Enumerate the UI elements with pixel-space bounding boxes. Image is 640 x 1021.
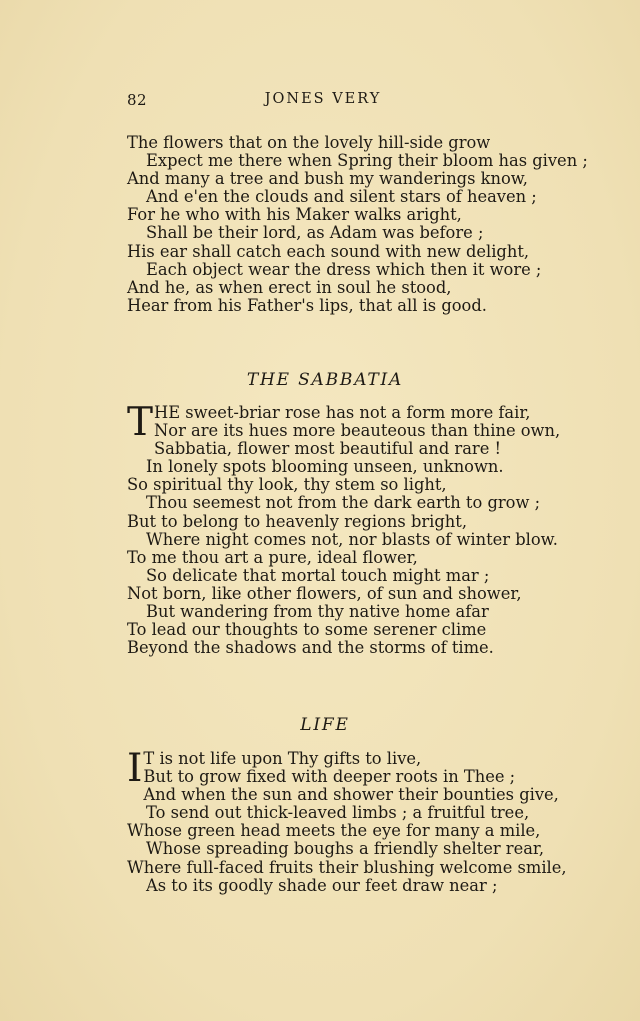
poem-sabbatia [127,400,627,658]
poem-line: But to belong to heavenly regions bright, [127,511,467,531]
poem-line: Shall be their lord, as Adam was before ; [146,223,484,243]
poem-line-text: Nor are its hues more beauteous than thine own, [154,421,561,441]
poem-line-text: T is not life upon Thy gifts to live, [143,749,422,768]
poem-title-sabbatia: THE SABBATIA [246,370,404,390]
poem-line: In lonely spots blooming unseen, unknown. [146,457,504,477]
poem-line: Beyond the shadows and the storms of time. [127,638,494,658]
page-number: 82 [127,91,148,109]
poem-body [127,786,627,895]
poem-line: Expect me there when Spring their bloom has given ; [146,151,588,171]
poem-line-text: HE sweet-briar rose has not a form more fair, [154,403,531,422]
poem-line-text: But to grow fixed with deeper roots in Thee ; [143,767,516,787]
poem-line: Whose green head meets the eye for many a mile, [127,821,541,841]
poem-line: As to its goodly shade our feet draw near ; [146,875,498,895]
poem-line: Thou seemest not from the dark earth to grow ; [146,493,541,513]
running-head: JONES VERY [264,91,382,107]
poem-opening [127,400,627,445]
poem-line: But wandering from thy native home afar [146,602,489,622]
poem-line: To send out thick-leaved limbs ; a fruitful tree, [146,803,530,823]
poem-line: The flowers that on the lovely hill-side grow [127,133,491,152]
poem-line: And e'en the clouds and silent stars of heaven ; [146,187,537,207]
poem-body [127,440,627,657]
poem-line [127,768,627,786]
poem-line: His ear shall catch each sound with new delight, [127,241,530,261]
poem-continued [127,134,627,315]
poem-line: Where night comes not, nor blasts of winter blow. [146,529,558,549]
poem-line: And he, as when erect in soul he stood, [127,277,452,297]
poem-line: Each object wear the dress which then it wore ; [146,259,542,279]
poem-line: And many a tree and bush my wanderings know, [127,169,528,189]
poem-line: So delicate that mortal touch might mar ; [146,565,490,585]
poem-line: So spiritual thy look, thy stem so light, [127,475,447,495]
poem-line: For he who with his Maker walks aright, [127,205,462,225]
poem-opening [127,746,627,791]
poem-line: Whose spreading boughs a friendly shelter rear, [146,839,545,859]
poem-title-life: LIFE [300,715,350,735]
poem-line: To me thou art a pure, ideal flower, [127,547,418,567]
poem-line: Sabbatia, flower most beautiful and rare ! [154,439,502,459]
poem-line [127,750,627,768]
poem-line [127,422,627,440]
poem-line: And when the sun and shower their bounties give, [143,785,559,805]
poem-line: To lead our thoughts to some serener clime [127,620,487,640]
poem-line: Where full-faced fruits their blushing welcome smile, [127,857,567,877]
poem-life [127,746,627,895]
drop-cap: T [127,400,154,445]
poem-line: Hear from his Father's lips, that all is good. [127,295,487,315]
page-header [0,91,640,113]
drop-cap: I [127,746,143,791]
poem-line [127,404,627,422]
poem-line: Not born, like other flowers, of sun and shower, [127,583,522,603]
